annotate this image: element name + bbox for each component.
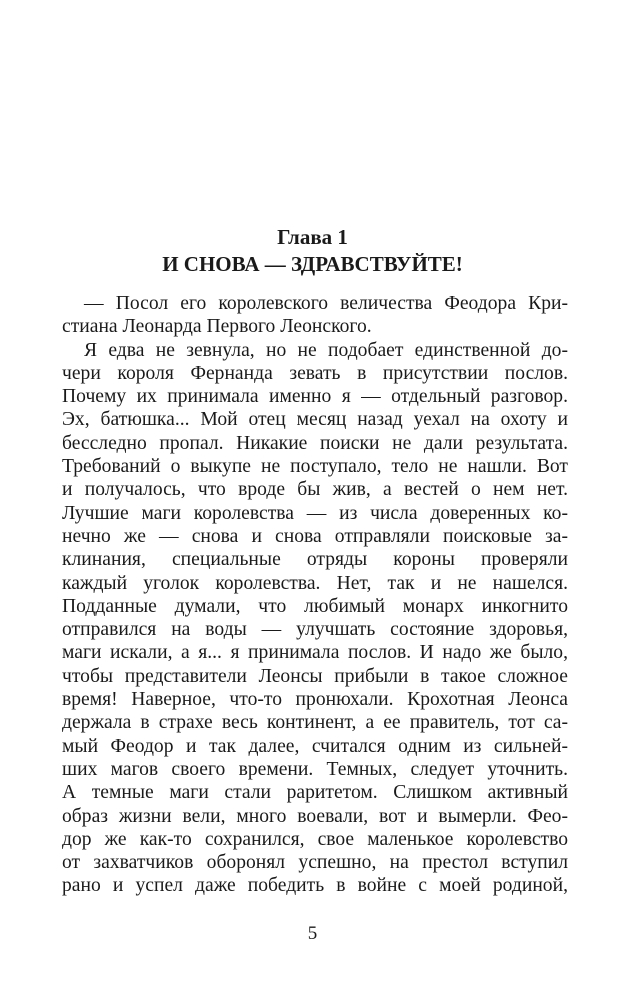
text-line: чтобы представители Леонсы прибыли в такое сложное <box>62 665 568 687</box>
text-line: чери короля Фернанда зевать в присутствии послов. <box>62 362 568 384</box>
text-line: — Посол его королевского величества Феодора Кри- <box>84 293 568 314</box>
text-line: каждый уголок королевства. Нет, так и не нашелся. <box>62 572 568 594</box>
text-line: А темные маги стали раритетом. Слишком активный <box>62 782 568 804</box>
chapter-title: И СНОВА — ЗДРАВСТВУЙТЕ! <box>162 252 463 276</box>
text-line: ших магов своего времени. Темных, следует уточнить. <box>62 758 568 780</box>
text-line: и получалось, что вроде бы жив, а вестей о нем нет. <box>62 479 568 501</box>
text-line: нечно же — снова и снова отправляли поисковые за- <box>62 525 568 547</box>
text-line: мый Феодор и так далее, считался одним из сильней- <box>62 735 568 757</box>
text-line: время! Наверное, что-то пронюхали. Крохотная Леонса <box>62 689 568 711</box>
text-line: стиана Леонарда Первого Леонского. <box>62 316 372 338</box>
text-line: рано и успел даже победить в войне с моей родиной, <box>62 875 568 897</box>
text-line: маги искали, а я... я принимала послов. И надо же было, <box>62 642 568 664</box>
text-line: Эх, батюшка... Мой отец месяц назад уехал на охоту и <box>62 409 568 431</box>
text-line: держала в страхе весь континент, а ее правитель, тот са- <box>62 712 568 734</box>
text-line: Я едва не зевнула, но не подобает единственной до- <box>84 339 568 361</box>
text-line: Подданные думали, что любимый монарх инкогнито <box>62 595 568 617</box>
text-line: Почему их принимала именно я — отдельный разговор. <box>62 386 568 408</box>
text-line: отправился на воды — улучшать состояние здоровья, <box>62 619 568 641</box>
page-number: 5 <box>307 923 318 944</box>
body-text <box>62 292 568 898</box>
text-line: образ жизни вели, много воевали, вот и вымерли. Фео- <box>62 805 568 827</box>
text-line: бесследно пропал. Никакие поиски не дали результата. <box>62 432 568 454</box>
text-line: от захватчиков оборонял успешно, на престол вступил <box>62 852 568 874</box>
chapter-label: Глава 1 <box>277 225 348 249</box>
text-line: клинания, специальные отряды короны проверяли <box>62 549 568 571</box>
text-line: Лучшие маги королевства — из числа доверенных ко- <box>62 502 568 524</box>
text-line: Требований о выкупе не поступало, тело не нашли. Вот <box>62 456 568 478</box>
text-line: дор же как-то сохранился, свое маленькое королевство <box>62 828 568 850</box>
